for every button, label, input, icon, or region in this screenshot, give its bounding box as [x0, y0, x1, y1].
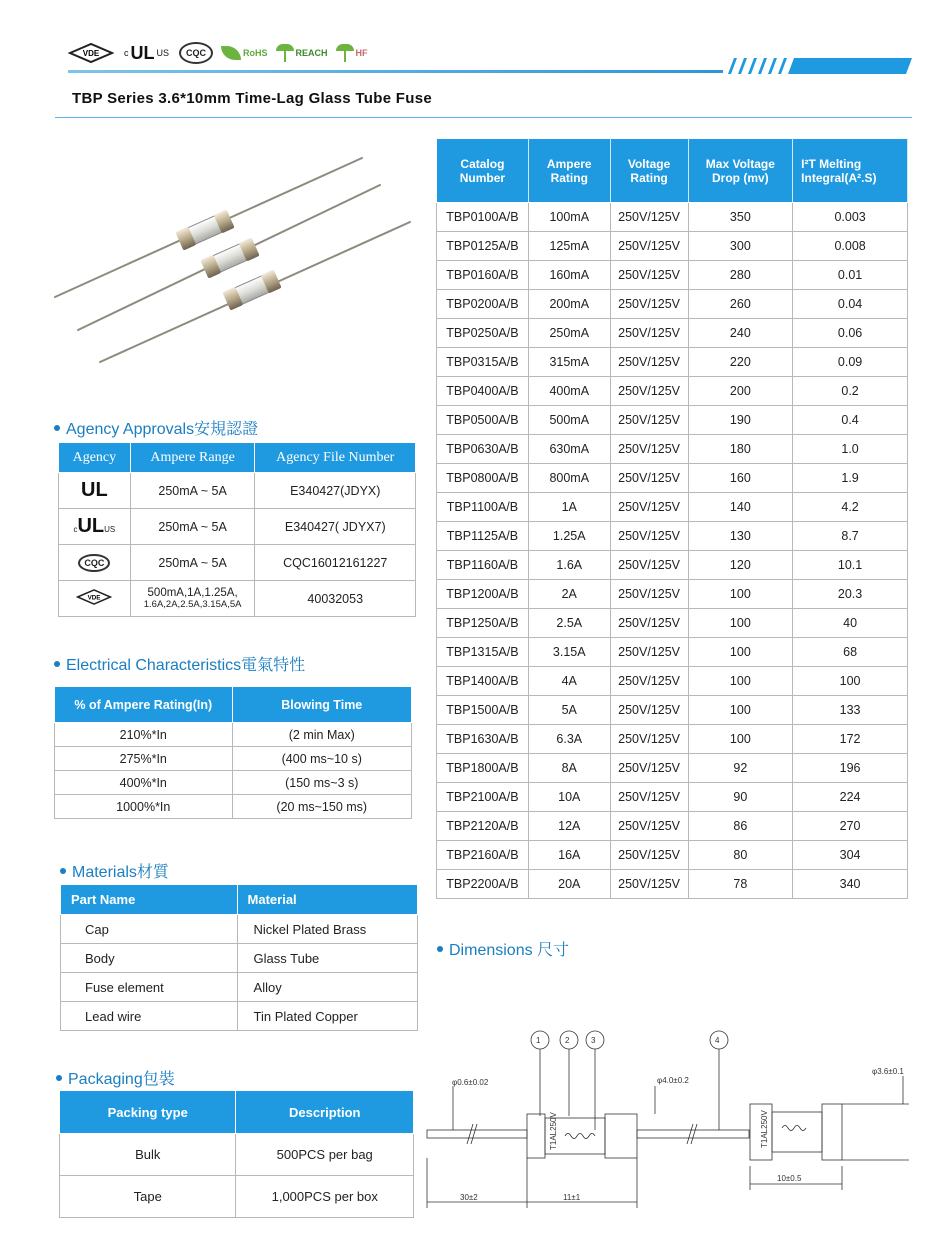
- ampere-rating-cell: 4A: [528, 667, 610, 696]
- catalog-number-cell: TBP2200A/B: [437, 870, 529, 899]
- material-cell: Tin Plated Copper: [237, 1002, 417, 1031]
- ampere-range-cell: 500mA,1A,1.25A, 1.6A,2A,2.5A,3.15A,5A: [130, 581, 255, 617]
- catalog-number-cell: TBP1100A/B: [437, 493, 529, 522]
- agency-heading: Agency Approvals安規認證: [54, 416, 258, 439]
- voltage-drop-cell: 180: [688, 435, 793, 464]
- material-cell: Glass Tube: [237, 944, 417, 973]
- table-row: [437, 377, 908, 406]
- electrical-heading: Electrical Characteristics電氣特性: [54, 652, 305, 675]
- svg-text:VDE: VDE: [87, 594, 101, 602]
- melting-integral-cell: 0.003: [793, 203, 908, 232]
- voltage-drop-cell: 350: [688, 203, 793, 232]
- voltage-rating-cell: 250V/125V: [610, 667, 688, 696]
- table-row: [61, 915, 418, 944]
- table-row: [437, 261, 908, 290]
- ul-icon: UL: [59, 473, 131, 509]
- header-stripes: [722, 58, 912, 74]
- spec-table: [436, 138, 908, 899]
- voltage-rating-cell: 250V/125V: [610, 232, 688, 261]
- ampere-percent-cell: 210%*In: [55, 723, 233, 747]
- materials-table: [60, 884, 418, 1031]
- catalog-number-cell: TBP1400A/B: [437, 667, 529, 696]
- table-row: [437, 551, 908, 580]
- col-catalog-number: Catalog Number: [437, 139, 529, 203]
- table-row: [59, 581, 416, 617]
- table-row: [437, 783, 908, 812]
- table-row: [437, 348, 908, 377]
- col-ampere-rating: Ampere Rating: [528, 139, 610, 203]
- part-name-cell: Lead wire: [61, 1002, 238, 1031]
- ampere-rating-cell: 100mA: [528, 203, 610, 232]
- blowing-time-cell: (20 ms~150 ms): [232, 795, 411, 819]
- melting-integral-cell: 0.4: [793, 406, 908, 435]
- callout-1: 1: [536, 1036, 541, 1045]
- file-number-cell: E340427(JDYX): [255, 473, 416, 509]
- table-row: [55, 723, 412, 747]
- melting-integral-cell: 0.09: [793, 348, 908, 377]
- melting-integral-cell: 0.01: [793, 261, 908, 290]
- col-packing-type: Packing type: [60, 1091, 236, 1134]
- melting-integral-cell: 133: [793, 696, 908, 725]
- rohs-logo-icon: RoHS: [221, 46, 268, 60]
- ampere-rating-cell: 250mA: [528, 319, 610, 348]
- electrical-table-body: [55, 723, 412, 819]
- catalog-number-cell: TBP0800A/B: [437, 464, 529, 493]
- voltage-drop-cell: 160: [688, 464, 793, 493]
- voltage-rating-cell: 250V/125V: [610, 406, 688, 435]
- melting-integral-cell: 10.1: [793, 551, 908, 580]
- col-percent-ampere-rating: % of Ampere Rating(In): [55, 687, 233, 723]
- table-row: [61, 1002, 418, 1031]
- table-row: [437, 580, 908, 609]
- voltage-drop-cell: 80: [688, 841, 793, 870]
- file-number-cell: 40032053: [255, 581, 416, 617]
- voltage-rating-cell: 250V/125V: [610, 812, 688, 841]
- ampere-rating-cell: 16A: [528, 841, 610, 870]
- spec-table-body: [437, 203, 908, 899]
- melting-integral-cell: 100: [793, 667, 908, 696]
- lead-length-label: 30±2: [460, 1193, 478, 1202]
- catalog-number-cell: TBP0160A/B: [437, 261, 529, 290]
- description-cell: 500PCS per bag: [236, 1134, 414, 1176]
- voltage-drop-cell: 78: [688, 870, 793, 899]
- col-max-voltage-drop: Max Voltage Drop (mv): [688, 139, 793, 203]
- voltage-rating-cell: 250V/125V: [610, 261, 688, 290]
- catalog-number-cell: TBP1160A/B: [437, 551, 529, 580]
- fuse-marking-label-side: T1AL250V: [760, 1110, 769, 1148]
- packaging-heading: Packaging包裝: [56, 1066, 175, 1089]
- melting-integral-cell: 68: [793, 638, 908, 667]
- table-row: [59, 473, 416, 509]
- ampere-percent-cell: 275%*In: [55, 747, 233, 771]
- spec-table-header-row: [437, 139, 908, 203]
- voltage-rating-cell: 250V/125V: [610, 725, 688, 754]
- voltage-rating-cell: 250V/125V: [610, 638, 688, 667]
- catalog-number-cell: TBP1800A/B: [437, 754, 529, 783]
- col-voltage-rating: Voltage Rating: [610, 139, 688, 203]
- table-row: [437, 203, 908, 232]
- table-row: [437, 638, 908, 667]
- ampere-rating-cell: 500mA: [528, 406, 610, 435]
- catalog-number-cell: TBP0630A/B: [437, 435, 529, 464]
- materials-heading: Materials材質: [60, 859, 169, 882]
- table-row: [437, 435, 908, 464]
- table-row: [55, 771, 412, 795]
- catalog-number-cell: TBP0250A/B: [437, 319, 529, 348]
- voltage-rating-cell: 250V/125V: [610, 203, 688, 232]
- materials-table-body: [61, 915, 418, 1031]
- catalog-number-cell: TBP2120A/B: [437, 812, 529, 841]
- ampere-rating-cell: 1.25A: [528, 522, 610, 551]
- part-name-cell: Fuse element: [61, 973, 238, 1002]
- table-row: [437, 493, 908, 522]
- electrical-table: [54, 686, 412, 819]
- melting-integral-cell: 0.008: [793, 232, 908, 261]
- title-divider: [55, 117, 912, 118]
- melting-integral-cell: 270: [793, 812, 908, 841]
- melting-integral-cell: 196: [793, 754, 908, 783]
- catalog-number-cell: TBP0125A/B: [437, 232, 529, 261]
- packaging-table-body: [60, 1134, 414, 1218]
- melting-integral-cell: 304: [793, 841, 908, 870]
- blowing-time-cell: (400 ms~10 s): [232, 747, 411, 771]
- ampere-percent-cell: 1000%*In: [55, 795, 233, 819]
- table-row: [437, 667, 908, 696]
- catalog-number-cell: TBP1500A/B: [437, 696, 529, 725]
- material-cell: Alloy: [237, 973, 417, 1002]
- catalog-number-cell: TBP1125A/B: [437, 522, 529, 551]
- svg-text:VDE: VDE: [82, 49, 100, 58]
- catalog-number-cell: TBP1630A/B: [437, 725, 529, 754]
- ampere-rating-cell: 8A: [528, 754, 610, 783]
- table-row: [437, 406, 908, 435]
- voltage-drop-cell: 100: [688, 638, 793, 667]
- voltage-drop-cell: 240: [688, 319, 793, 348]
- col-agency-file-number: Agency File Number: [255, 443, 416, 473]
- ampere-rating-cell: 200mA: [528, 290, 610, 319]
- table-row: [55, 747, 412, 771]
- ampere-rating-cell: 630mA: [528, 435, 610, 464]
- melting-integral-cell: 4.2: [793, 493, 908, 522]
- voltage-drop-cell: 260: [688, 290, 793, 319]
- melting-integral-cell: 340: [793, 870, 908, 899]
- melting-integral-cell: 172: [793, 725, 908, 754]
- ampere-rating-cell: 160mA: [528, 261, 610, 290]
- catalog-number-cell: TBP2100A/B: [437, 783, 529, 812]
- ampere-rating-cell: 5A: [528, 696, 610, 725]
- table-row: [437, 464, 908, 493]
- catalog-number-cell: TBP1200A/B: [437, 580, 529, 609]
- cqc-icon: CQC: [59, 545, 131, 581]
- table-row: [437, 870, 908, 899]
- table-row: [59, 509, 416, 545]
- body-diameter-label: φ4.0±0.2: [657, 1076, 689, 1085]
- melting-integral-cell: 8.7: [793, 522, 908, 551]
- melting-integral-cell: 20.3: [793, 580, 908, 609]
- callout-3: 3: [591, 1036, 596, 1045]
- melting-integral-cell: 224: [793, 783, 908, 812]
- voltage-rating-cell: 250V/125V: [610, 870, 688, 899]
- callout-2: 2: [565, 1036, 570, 1045]
- ampere-range-cell: 250mA ~ 5A: [130, 545, 255, 581]
- hf-logo-icon: HF: [336, 44, 368, 62]
- ampere-rating-cell: 125mA: [528, 232, 610, 261]
- voltage-drop-cell: 130: [688, 522, 793, 551]
- table-row: [60, 1134, 414, 1176]
- voltage-drop-cell: 220: [688, 348, 793, 377]
- col-part-name: Part Name: [61, 885, 238, 915]
- voltage-drop-cell: 92: [688, 754, 793, 783]
- ampere-rating-cell: 20A: [528, 870, 610, 899]
- lead-diameter-label: φ0.6±0.02: [452, 1078, 489, 1087]
- voltage-rating-cell: 250V/125V: [610, 522, 688, 551]
- blowing-time-cell: (2 min Max): [232, 723, 411, 747]
- catalog-number-cell: TBP0500A/B: [437, 406, 529, 435]
- table-row: [437, 319, 908, 348]
- voltage-drop-cell: 100: [688, 609, 793, 638]
- table-row: [437, 696, 908, 725]
- description-cell: 1,000PCS per box: [236, 1176, 414, 1218]
- catalog-number-cell: TBP1315A/B: [437, 638, 529, 667]
- table-row: [55, 795, 412, 819]
- catalog-number-cell: TBP0200A/B: [437, 290, 529, 319]
- voltage-drop-cell: 190: [688, 406, 793, 435]
- voltage-rating-cell: 250V/125V: [610, 290, 688, 319]
- cqc-logo-icon: CQC: [179, 42, 213, 64]
- col-description: Description: [236, 1091, 414, 1134]
- catalog-number-cell: TBP0315A/B: [437, 348, 529, 377]
- table-row: [437, 841, 908, 870]
- col-blowing-time: Blowing Time: [232, 687, 411, 723]
- callout-4: 4: [715, 1036, 720, 1045]
- col-agency: Agency: [59, 443, 131, 473]
- voltage-rating-cell: 250V/125V: [610, 783, 688, 812]
- ampere-rating-cell: 6.3A: [528, 725, 610, 754]
- table-row: [61, 973, 418, 1002]
- ampere-rating-cell: 12A: [528, 812, 610, 841]
- voltage-drop-cell: 100: [688, 696, 793, 725]
- ampere-rating-cell: 2A: [528, 580, 610, 609]
- melting-integral-cell: 0.04: [793, 290, 908, 319]
- voltage-drop-cell: 140: [688, 493, 793, 522]
- ampere-rating-cell: 800mA: [528, 464, 610, 493]
- voltage-rating-cell: 250V/125V: [610, 609, 688, 638]
- melting-integral-cell: 40: [793, 609, 908, 638]
- fuse-marking-label: T1AL250V: [549, 1112, 558, 1150]
- packing-type-cell: Tape: [60, 1176, 236, 1218]
- voltage-rating-cell: 250V/125V: [610, 377, 688, 406]
- voltage-drop-cell: 120: [688, 551, 793, 580]
- col-material: Material: [237, 885, 417, 915]
- melting-integral-cell: 1.0: [793, 435, 908, 464]
- ampere-rating-cell: 315mA: [528, 348, 610, 377]
- table-row: [437, 812, 908, 841]
- table-row: [60, 1176, 414, 1218]
- cap-diameter-label: φ3.6±0.1: [872, 1067, 904, 1076]
- voltage-drop-cell: 86: [688, 812, 793, 841]
- voltage-rating-cell: 250V/125V: [610, 580, 688, 609]
- voltage-rating-cell: 250V/125V: [610, 464, 688, 493]
- catalog-number-cell: TBP0400A/B: [437, 377, 529, 406]
- voltage-drop-cell: 100: [688, 667, 793, 696]
- voltage-rating-cell: 250V/125V: [610, 754, 688, 783]
- table-row: [437, 754, 908, 783]
- table-row: [437, 290, 908, 319]
- agency-table: [58, 442, 416, 617]
- ampere-rating-cell: 2.5A: [528, 609, 610, 638]
- ampere-range-cell: 250mA ~ 5A: [130, 473, 255, 509]
- voltage-drop-cell: 280: [688, 261, 793, 290]
- part-name-cell: Cap: [61, 915, 238, 944]
- table-row: [437, 725, 908, 754]
- voltage-drop-cell: 200: [688, 377, 793, 406]
- part-name-cell: Body: [61, 944, 238, 973]
- page-title: TBP Series 3.6*10mm Time-Lag Glass Tube Fuse: [72, 90, 433, 107]
- ampere-range-cell: 250mA ~ 5A: [130, 509, 255, 545]
- cap-length-label: 10±0.5: [777, 1174, 802, 1183]
- certification-logos: [68, 38, 368, 68]
- cul-us-icon: cULUS: [59, 509, 131, 545]
- dimensions-heading: Dimensions 尺寸: [437, 937, 569, 960]
- ampere-rating-cell: 3.15A: [528, 638, 610, 667]
- voltage-rating-cell: 250V/125V: [610, 696, 688, 725]
- vde-logo-icon: [68, 42, 114, 64]
- ampere-rating-cell: 400mA: [528, 377, 610, 406]
- material-cell: Nickel Plated Brass: [237, 915, 417, 944]
- header-divider: [68, 70, 723, 73]
- dimensions-drawing: [425, 1024, 915, 1234]
- file-number-cell: E340427( JDYX7): [255, 509, 416, 545]
- table-row: [437, 522, 908, 551]
- melting-integral-cell: 0.06: [793, 319, 908, 348]
- table-row: [437, 232, 908, 261]
- body-length-label: 11±1: [563, 1193, 581, 1202]
- voltage-rating-cell: 250V/125V: [610, 319, 688, 348]
- table-row: [59, 545, 416, 581]
- voltage-rating-cell: 250V/125V: [610, 841, 688, 870]
- vde-icon: [59, 581, 131, 617]
- voltage-rating-cell: 250V/125V: [610, 435, 688, 464]
- packing-type-cell: Bulk: [60, 1134, 236, 1176]
- voltage-rating-cell: 250V/125V: [610, 551, 688, 580]
- voltage-drop-cell: 100: [688, 580, 793, 609]
- voltage-drop-cell: 300: [688, 232, 793, 261]
- fuse-product-photo: [50, 150, 420, 375]
- voltage-drop-cell: 90: [688, 783, 793, 812]
- melting-integral-cell: 1.9: [793, 464, 908, 493]
- voltage-rating-cell: 250V/125V: [610, 348, 688, 377]
- col-ampere-range: Ampere Range: [130, 443, 255, 473]
- ul-logo-icon: c UL US: [124, 42, 170, 63]
- melting-integral-cell: 0.2: [793, 377, 908, 406]
- voltage-rating-cell: 250V/125V: [610, 493, 688, 522]
- catalog-number-cell: TBP0100A/B: [437, 203, 529, 232]
- ampere-rating-cell: 10A: [528, 783, 610, 812]
- table-row: [437, 609, 908, 638]
- catalog-number-cell: TBP2160A/B: [437, 841, 529, 870]
- reach-logo-icon: REACH: [276, 44, 328, 62]
- table-row: [61, 944, 418, 973]
- col-i2t-melting-integral: I²T Melting Integral(A².S): [793, 139, 908, 203]
- ampere-rating-cell: 1A: [528, 493, 610, 522]
- file-number-cell: CQC16012161227: [255, 545, 416, 581]
- voltage-drop-cell: 100: [688, 725, 793, 754]
- packaging-table: [59, 1090, 414, 1218]
- catalog-number-cell: TBP1250A/B: [437, 609, 529, 638]
- ampere-rating-cell: 1.6A: [528, 551, 610, 580]
- blowing-time-cell: (150 ms~3 s): [232, 771, 411, 795]
- ampere-percent-cell: 400%*In: [55, 771, 233, 795]
